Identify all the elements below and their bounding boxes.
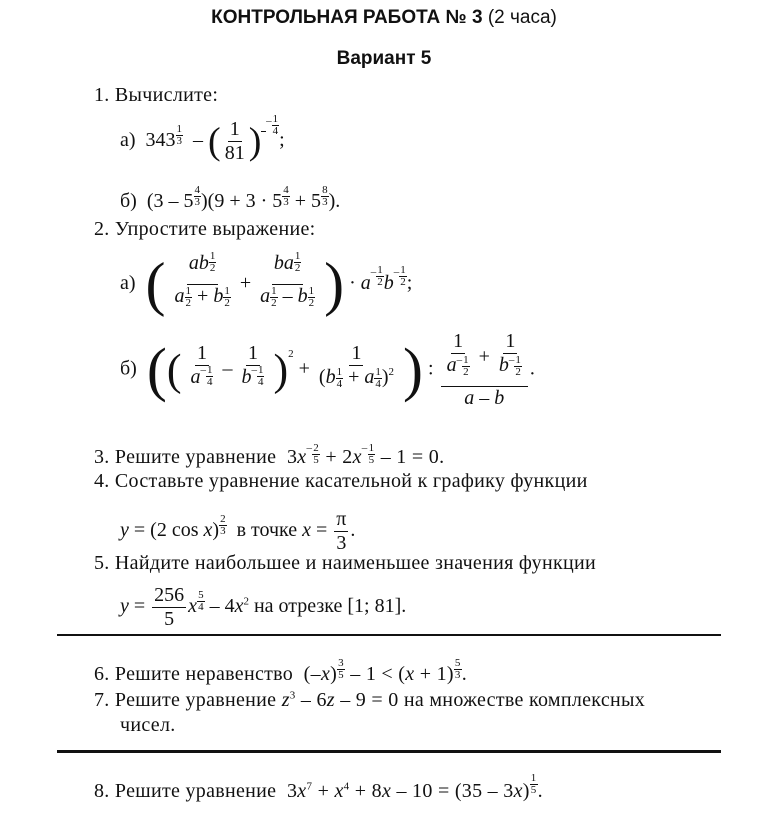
- problem-5: 5. Найдите наибольшее и наименьшее значения функции: [94, 552, 597, 574]
- problem-6: 6. Решите неравенство (–x) $\frac{3}{5}$ – 1 < (x + 1) $\frac{5}{3}$ .: [94, 657, 468, 685]
- problem-7: 7. Решите уравнение $z^3 - 6z - 9 = 0$ на множестве комплексных: [94, 689, 646, 711]
- problem-3: 3. Решите уравнение 3x– $\frac{2}{5}$ + 2x– $\frac{1}{5}$ – 1 = 0.: [94, 442, 445, 468]
- problem-4-formula: y = (2 cos x) $\frac{2}{3}$ в точке x = $\frac{\pi}{3}$ .: [120, 508, 356, 554]
- problem-7-cont: чисел.: [120, 714, 176, 736]
- problem-1: 1. Вычислите:: [94, 84, 219, 106]
- problem-2: 2. Упростите выражение:: [94, 218, 316, 240]
- problem-2a: а) ( ab $\frac{1}{2}$ a $\frac{1}{2}$ + b $\frac{1}{2}$ + ba $\frac{1}{2}$ a $\frac{1}{2}$ – b $\frac{1}{2}$ ) · a– $\frac{1}{2}$ b– $\frac{1}{2}$ ;: [120, 250, 413, 317]
- divider-thick: [57, 750, 721, 753]
- problem-1a: а) 343 $^{\frac{1}{3}}$ – ( $\frac{1}{81}$ ) – $\frac{1}{4}$ ;: [120, 113, 285, 164]
- problem-8: 8. Решите уравнение $3x^7 + x^4 + 8x - 10 = (35 - 3x)$ $\frac{1}{5}$ .: [94, 772, 543, 802]
- problem-2b: б) (( 1 a– $\frac{1}{4}$ – 1 b– $\frac{1}{4}$ )$^2$ + 1 (b $\frac{1}{4}$ + a $\frac{1}{4}$ )$^2$ ) : 1 a– $\frac{1}{2}$ + 1 b– $\frac{1}{2}$ a – b .: [120, 330, 535, 409]
- variant-heading: Вариант 5: [336, 48, 432, 69]
- divider: [57, 634, 721, 636]
- problem-5-formula: y = $\frac{256}{5}$ x $\frac{5}{4}$ – $4x^2$ на отрезке [1; 81].: [120, 584, 407, 630]
- problem-1b: б) (3 – 5 $\frac{4}{3}$ )(9 + 3 · 5 $\frac{4}{3}$ + 5 $\frac{8}{3}$ ).: [120, 184, 341, 212]
- page-title: КОНТРОЛЬНАЯ РАБОТА № 3 (2 часа): [211, 7, 557, 28]
- problem-4: 4. Составьте уравнение касательной к графику функции: [94, 470, 588, 492]
